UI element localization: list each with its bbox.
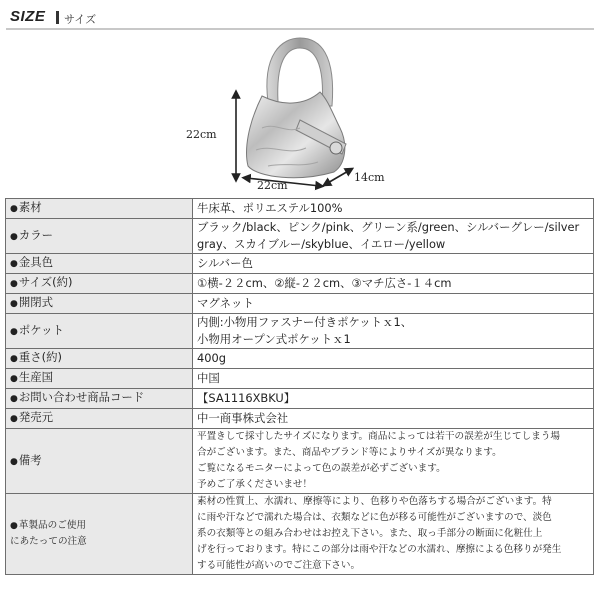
table-row [6, 199, 594, 219]
row-label: ●ポケット [6, 314, 193, 349]
bag-illustration [0, 32, 600, 197]
depth-label: 14cm [354, 171, 385, 184]
row-label: ●素材 [6, 199, 193, 219]
size-subheading: サイズ [64, 13, 97, 26]
table-row [6, 429, 594, 494]
header-rule [6, 28, 594, 30]
table-row [6, 294, 594, 314]
row-value: シルバー色 [193, 254, 594, 274]
table-row [6, 389, 594, 409]
row-label: ●重さ(約) [6, 349, 193, 369]
row-value: ブラック/black、ピンク/pink、グリーン系/green、シルバーグレー/silver gray、スカイブルー/skyblue、イエロー/yellow [193, 219, 594, 254]
row-value: 牛床革、ポリエステル100% [193, 199, 594, 219]
table-row [6, 274, 594, 294]
row-value: 【SA1116XBKU】 [193, 389, 594, 409]
row-label: ●カラー [6, 219, 193, 254]
row-value: 素材の性質上、水濡れ、摩擦等により、色移りや色落ちする場合がございます。特 に雨や汗などで濡れた場合は、衣類などに色が移る可能性がございますので、淡色 系の衣類等との組み合わせはお控え下さい。また、取っ手部分の断面に化粧仕上 げを行っております。特にこの部分は雨や汗などの水濡れ、摩擦による色移りが発生 する可能性が高いのでご注意下さい。 [193, 494, 594, 575]
row-label: ●金具色 [6, 254, 193, 274]
table-row [6, 409, 594, 429]
row-label: ●開閉式 [6, 294, 193, 314]
size-heading: SIZE [10, 8, 46, 25]
table-row [6, 254, 594, 274]
row-value: 内側:小物用ファスナー付きポケットｘ1、 小物用オープン式ポケットｘ1 [193, 314, 594, 349]
row-label: ●発売元 [6, 409, 193, 429]
spec-table [5, 198, 594, 575]
row-value: 400g [193, 349, 594, 369]
table-row [6, 219, 594, 254]
bag-buckle [330, 142, 342, 154]
product-figure [0, 32, 600, 197]
table-row [6, 494, 594, 575]
row-value: ①横-２２cm、②縦-２２cm、③マチ広さ-１４cm [193, 274, 594, 294]
table-row [6, 314, 594, 349]
row-label: ●お問い合わせ商品コード [6, 389, 193, 409]
table-row [6, 369, 594, 389]
row-value: マグネット [193, 294, 594, 314]
width-label: 22cm [257, 179, 288, 192]
height-label: 22cm [186, 128, 217, 141]
heading-divider [56, 11, 59, 24]
section-header [6, 4, 594, 30]
row-label: ●サイズ(約) [6, 274, 193, 294]
row-value: 平置きして採寸したサイズになります。商品によっては若干の誤差が生じてしまう場 合がございます。また、商品やブランド等によりサイズが異なります。 ご覧になるモニターによって色の誤差が必ずございます。 予めご了承くださいませ！ [193, 429, 594, 494]
row-label: ●革製品のご使用 にあたっての注意 [6, 494, 193, 575]
row-value: 中国 [193, 369, 594, 389]
row-label: ●生産国 [6, 369, 193, 389]
row-label: ●備考 [6, 429, 193, 494]
table-row [6, 349, 594, 369]
row-value: 中一商事株式会社 [193, 409, 594, 429]
